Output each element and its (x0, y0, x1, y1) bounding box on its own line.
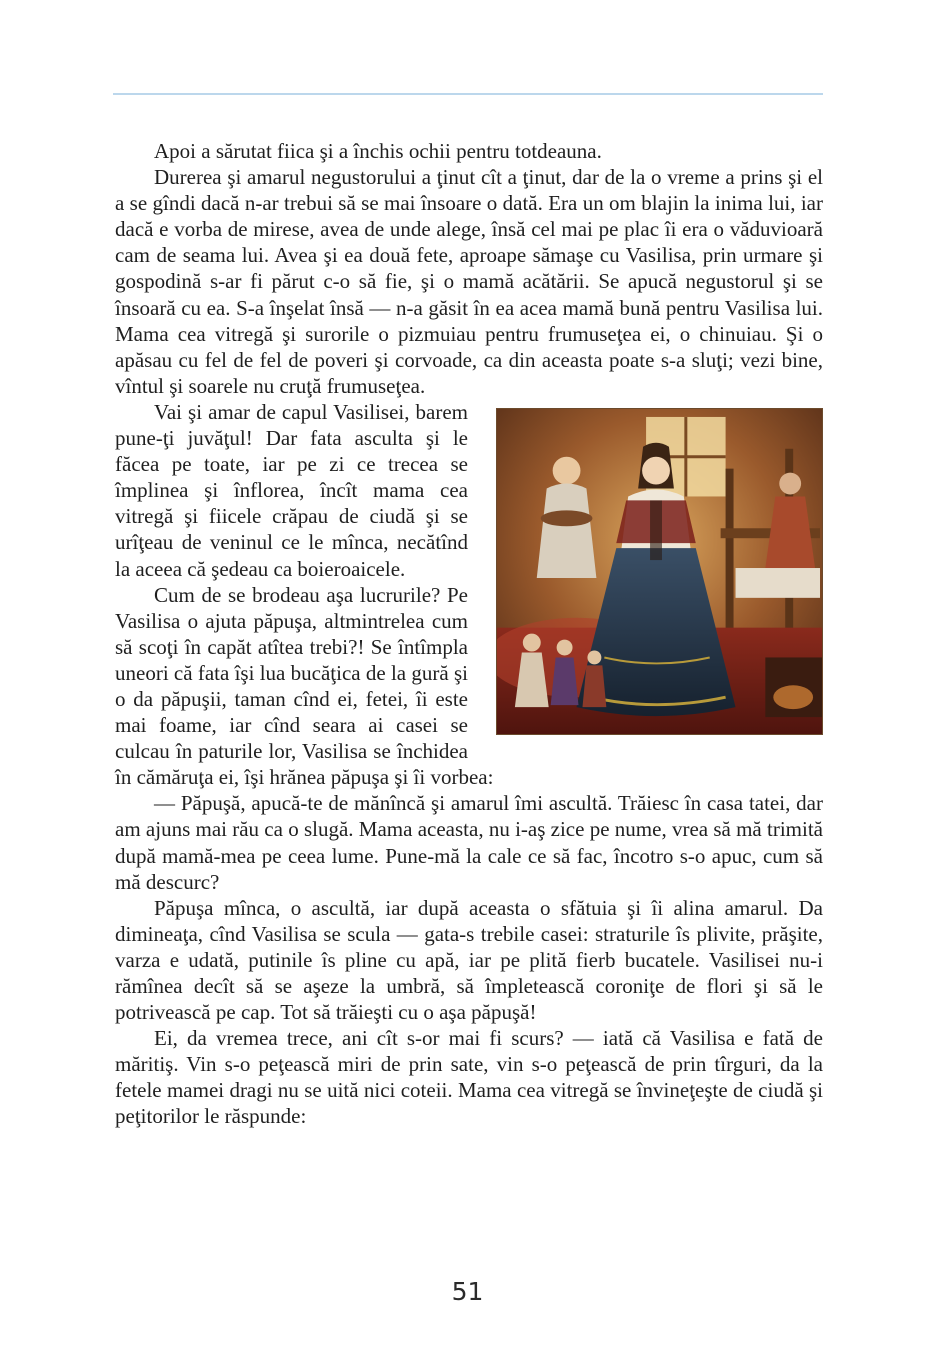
page-number: 51 (451, 1277, 484, 1306)
paragraph: Cum de se brodeau aşa lucrurile? Pe Vasilisa o ajuta păpuşa, altmintrelea cum să scoţi în capăt atîtea trebi?! Se întîmpla uneori că fata îşi lua bucăţica de la gură şi o da păpuşii, taman cînd ei, fetei, îi este mai foame, iar cînd seara ai casei se culcau în paturile lor, Vasilisa se închidea în cămăruţa ei, îşi hrănea păpuşa şi îi vorbea: (115, 582, 494, 790)
illustration-vasilisa (496, 408, 823, 735)
paragraph: Vai şi amar de capul Vasilisei, barem pune-ţi juvăţul! Dar fata asculta şi le făcea pe toate, iar pe zi ce trecea se împlinea şi înflorea, încît mama cea vitregă şi fiicele crăpau de ciudă şi se urîţeau de veninul ce le mînca, necătînd la aceea că şedeau ca boieroaicele. (115, 399, 468, 581)
top-rule (113, 93, 823, 95)
paragraph: Păpuşa mînca, o ascultă, iar după aceasta o sfătuia şi îi alina amarul. Da dimineaţa, cînd Vasilisa se scula — gata-s trebile casei: straturile îs plivite, prăşite, varza e udată, putinile îs pline cu apă, iar pe plită fierb bucatele. Vasilisei nu-i rămînea decît să se aşeze la umbră, să împletească coroniţe de flori şi să le potrivească pe cap. Tot să trăieşti cu o aşa păpuşă! (115, 895, 823, 1025)
paragraph: Ei, da vremea trece, ani cît s-or mai fi scurs? — iată că Vasilisa e fată de măritiş. Vin s-o peţească miri de prin sate, vin s-o peţească de prin tîrguri, da la fetele mamei dragi nu se uită nici coteii. Mama cea vitregă se învineţeşte de ciudă şi peţitorilor le răspunde: (115, 1026, 823, 1129)
paragraph: — Păpuşă, apucă-te de mănîncă şi amarul îmi ascultă. Trăiesc în casa tatei, dar am ajuns mai rău ca o slugă. Mama aceasta, nu i-aş zice pe nume, vrea să mă trimită după mamă-mea pe ceea lume. Pune-mă la cale ce să fac, încotro s-o apuc, cum să mă descurc? (115, 791, 823, 894)
paragraph: Apoi a sărutat fiica şi a închis ochii pentru totdeauna. (154, 139, 602, 163)
body-text (115, 138, 823, 1130)
paragraph: Durerea şi amarul negustorului a ţinut cît a ţinut, dar de la o vreme a prins şi el a se gîndi dacă n-ar trebui să se mai însoare o dată. Era un om blajin la inima lui, iar dacă e vorba de mirese, avea de unde alege, însă cel mai pe plac îi era o văduvioară cam de seama lui. Avea şi ea două fete, aproape sămaşe cu Vasilisa, prin urmare şi gospodină s-ar fi părut c-o să fie, şi o mamă acătării. Se apucă negustorul şi se însoară cu ea. S-a înşelat însă — n-a găsit în ea acea mamă bună pentru Vasilisa lui. Mama cea vitregă şi surorile o pizmuiau pentru frumuseţea ei, o chinuiau. Şi o apăsau cu fel de fel de poveri şi corvoade, ca din aceasta poate s-a sluţi; vezi bine, vîntul şi soarele nu cruţă frumuseţea. (115, 165, 823, 398)
